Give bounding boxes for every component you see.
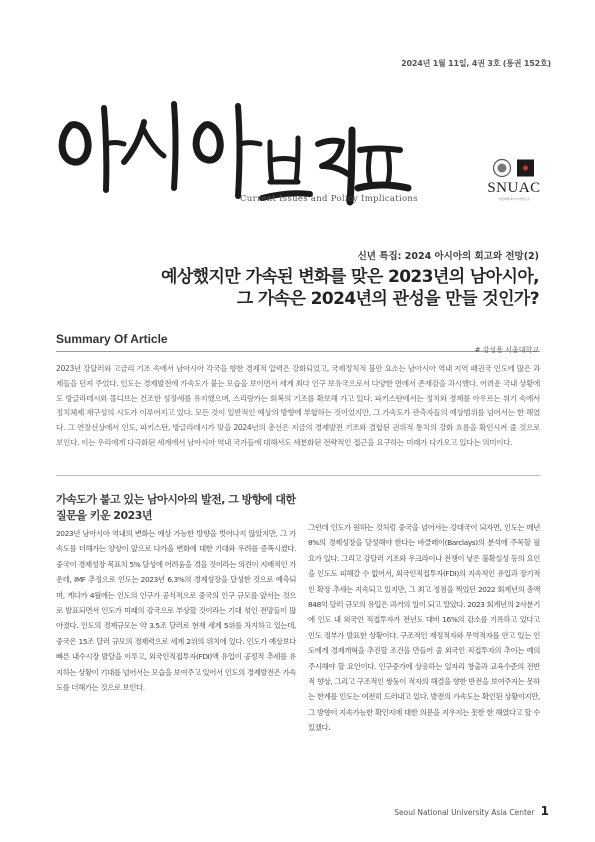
masthead-subtitle: Current Issues and Policy Implications	[240, 194, 418, 204]
summary-paragraph: 2023년 강달러와 고금리 기조 속에서 남아시아 각국을 향한 경제적 압력은 강화되었고, 국제정치적 불안 요소는 남아시아 역내 지역 패권국 인도에 많은 과제들을 던져 주었다. 인도는 경제발전에 가속도가 붙는 모습을 보이면서 세계 최다 인구 보유국으로서 다양한 면에서 존재감을 과시했다. 어려운 국내 상황에도 방글라데시와 몰디브는 건조한 성장세를 유지했으며, 스리랑카는 회복의 기조를 확보해 가고 있다. 파키스탄에서는 정치와 경제를 아우르는 위기 속에서 정치체제 재구성의 시도가 이루어지고 있다. 모든 것이 일반적인 예상의 방향에 부합하는 것이었지만, 그 가속도가 관측자들의 예상범위를 넘어서는 한 해였다. 그 연장선상에서 인도, 파키스탄, 방글라데시가 맞을 2024년의 총선은 지금의 경제발전 기조와 결합된 권위적 통치의 강화 흐름을 확인시켜 줄 것으로 보인다. 이는 우리에게 다극화된 세계에서 남아시아 역내 국가들에 대해서도 세분화된 전략적인 접근을 요구하는 미래가 다가오고 있다는 의미이다.	[56, 364, 541, 447]
summary-heading: Summary Of Article	[56, 332, 168, 346]
body-column-right: 그런데 인도가 원하는 것처럼 중국을 넘어서는 강대국이 되자면, 인도는 매년 8%의 경제성장을 달성해야 한다는 바클레이(Barclays)의 분석에 주목할 필요가 있다. 그리고 강달러 기조와 우크라이나 전쟁이 낳은 불확실성 등의 요인을 인도도 피해갈 수 없어서, 외국인직접투자(FDI)의 지속적인 유입과 장기적인 확장 추세는 지속되고 있지만, 그 최고 정점을 찍었던 2022 회계년의 총액 848억 달러 규모의 유입은 과거의 일이 되고 말았다. 2023 회계년의 2사분기에 인도 내 외국인 직접투자가 전년도 대비 16%의 감소를 기록하고 있다고 인도 정부가 발표한 상황이다. 구조적인 재정적자와 무역적자를 안고 있는 인도에게 경제개혁을 추진할 조건을 만들어 줄 외국인 직접투자의 추이는 예의주시해야 할 요인이다. 인구증가에 상응하는 일자리 창출과 교육수준의 전반적 향상, 그리고 구조적인 쌍둥이 적자의 해결을 향한 반전을 보여주지는 못하는 한계를 인도는 여전히 드러내고 있다. 발전의 가속도는 확인된 상황이지만, 그 방향이 지속가능한 확인지에 대한 의문을 지우지는 못한 한 해였다고 할 수 있겠다.	[308, 523, 540, 733]
logo-subtext: 서울대학교아시아연구소	[498, 197, 530, 201]
logo-name: SNUAC	[487, 180, 541, 196]
masthead-title-logo	[52, 78, 412, 208]
snuac-logo	[486, 158, 542, 230]
page-footer	[394, 804, 549, 818]
summary-bottom-rule	[56, 475, 540, 476]
author-byline: # 강성용 서울대학교	[474, 346, 539, 354]
article-headline	[79, 266, 539, 310]
footer-org: Seoul National University Asia Center	[394, 808, 535, 817]
snuac-emblem-icon	[492, 158, 536, 178]
summary-top-rule	[56, 351, 540, 352]
body-column-left: 2023년 남아시아 역내의 변화는 예상 가능한 방향을 벗어나지 않았지만, 그 가속도를 더해가는 양상이 앞으로 다가올 변화에 대한 기대와 우려를 증폭시켰다. 중국이 경제성장 목표치 5% 달성에 어려움을 겪을 것이라는 의견이 지배적인 가운데, IMF 추정으로 인도는 2023년 6.3%의 경제성장을 달성한 것으로 예측되며, 게다가 4월에는 인도의 인구가 공식적으로 중국의 인구 규모를 앞서는 것으로 발표되면서 인도가 미래의 강국으로 부상할 것이라는 기대 섞인 전망들이 많아졌다. 인도의 경제규모는 약 3.5조 달러로 현재 세계 5위를 차지하고 있는데, 중국은 15조 달러 규모의 경제력으로 세계 2위의 위치에 있다. 인도가 예상보다 빠른 내수시장 발달을 이루고, 외국인직접투자(FDI)액 유입이 공정적 추세를 유지하는 상황이 기대를 넘어서는 모습을 보여주고 있어서 인도의 경제발전은 가속도를 더해가는 것으로 보인다.	[56, 529, 296, 693]
page-number: 1	[540, 804, 549, 818]
series-label: 신년 특집: 2024 아시아의 회고와 전망(2)	[357, 251, 539, 262]
headline-line-2: 그 가속은 2024년의 관성을 만들 것인가?	[236, 289, 539, 309]
section-heading: 가속도가 붙고 있는 남아시아의 발전, 그 방향에 대한 질문을 키운 2023년	[56, 493, 296, 522]
issue-date: 2024년 1월 11일, 4권 3호 (통권 152호)	[401, 59, 551, 68]
headline-line-1: 예상했지만 가속된 변화를 맞은 2023년의 남아시아,	[161, 267, 539, 287]
